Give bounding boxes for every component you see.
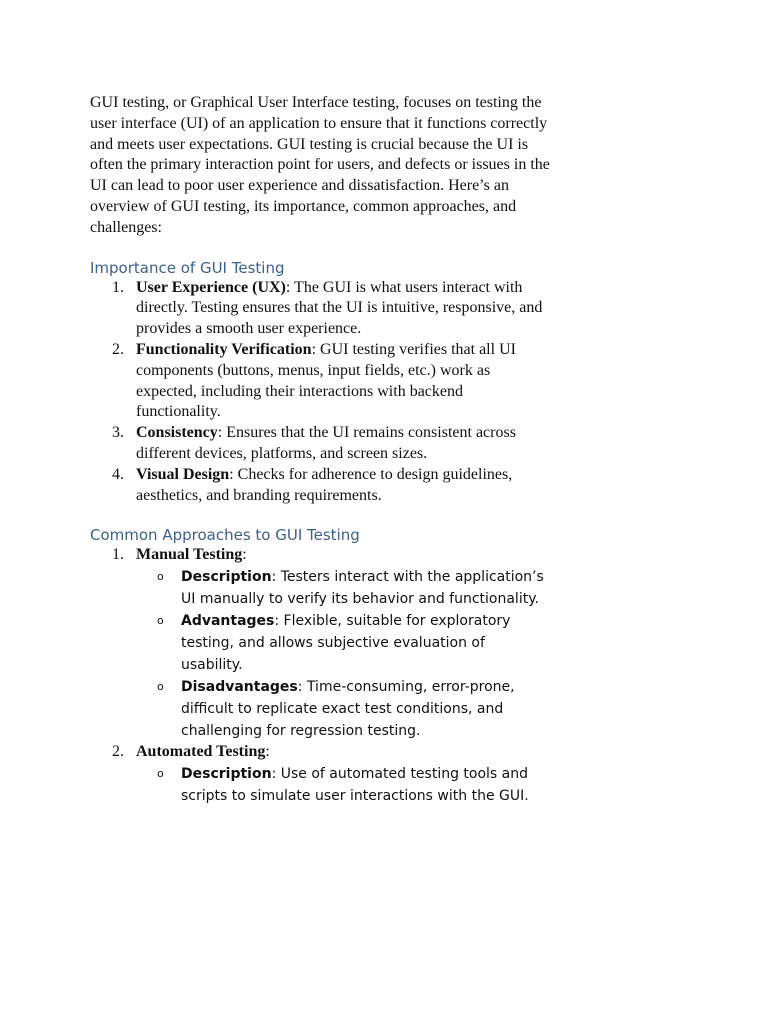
- importance-list: [90, 278, 550, 507]
- sub-item-term: Description: [181, 569, 272, 586]
- document-content: [90, 93, 550, 807]
- list-number: 2.: [112, 743, 124, 761]
- sub-item-term: Disadvantages: [181, 679, 298, 696]
- list-item: [90, 278, 550, 340]
- sub-list-item: [136, 610, 546, 676]
- sub-list-item: [136, 676, 546, 742]
- list-item-text: : GUI testing verifies that all UI components (buttons, menus, input fields, etc.) work as expected, including their interactions with backend functionality.: [136, 340, 516, 421]
- list-item-term: Consistency: [136, 424, 218, 442]
- list-item-text: : Checks for adherence to design guidelines, aesthetics, and branding requirements.: [136, 465, 513, 504]
- bullet-icon: o: [157, 680, 164, 694]
- list-item: [90, 423, 550, 465]
- list-number: 4.: [112, 465, 124, 483]
- list-item-text: :: [265, 743, 270, 761]
- list-number: 1.: [112, 278, 124, 296]
- sub-list-item: [136, 566, 546, 610]
- list-item: [90, 545, 550, 742]
- list-item-term: Automated Testing: [136, 743, 266, 761]
- sub-item-text: : Flexible, suitable for exploratory testing, and allows subjective evaluation of usability.: [181, 613, 511, 674]
- list-item-term: Functionality Verification: [136, 340, 312, 358]
- list-item-term: User Experience (UX): [136, 278, 286, 296]
- approaches-list: [90, 545, 550, 807]
- list-number: 1.: [112, 546, 124, 564]
- list-item-text: : Ensures that the UI remains consistent across different devices, platforms, and screen sizes.: [136, 424, 516, 462]
- manual-testing-sublist: [136, 566, 550, 742]
- sub-list-item: [136, 763, 546, 807]
- bullet-icon: o: [157, 570, 164, 584]
- bullet-icon: o: [157, 766, 164, 780]
- sub-item-text: : Use of automated testing tools and scripts to simulate user interactions with the GUI.: [181, 765, 529, 804]
- intro-paragraph: GUI testing, or Graphical User Interface testing, focuses on testing the user interface (UI) of an application to ensure that it functions correctly and meets user expectations. GUI testing is crucial because the UI is often the primary interaction point for users, and defects or issues in the UI can lead to poor user experience and dissatisfaction. Here’s an overview of GUI testing, its importance, common approaches, and challenges:: [90, 94, 550, 236]
- list-item: [90, 742, 550, 807]
- bullet-icon: o: [157, 614, 164, 628]
- list-item: [90, 340, 550, 423]
- sub-item-term: Description: [181, 765, 272, 782]
- approaches-heading: Common Approaches to GUI Testing: [90, 526, 360, 545]
- sub-item-text: : Testers interact with the application’s UI manually to verify its behavior and functionality.: [181, 569, 544, 608]
- sub-item-text: : Time-consuming, error-prone, difficult to replicate exact test conditions, and challenging for regression testing.: [181, 679, 515, 740]
- list-number: 3.: [112, 424, 124, 442]
- list-number: 2.: [112, 340, 124, 358]
- list-item: [90, 465, 550, 507]
- importance-heading: Importance of GUI Testing: [90, 258, 285, 277]
- list-item-term: Visual Design: [136, 465, 230, 483]
- list-item-term: Manual Testing: [136, 546, 243, 564]
- list-item-text: :: [242, 546, 247, 564]
- list-item-text: : The GUI is what users interact with directly. Testing ensures that the UI is intuitive, responsive, and provides a smooth user experience.: [136, 278, 543, 338]
- automated-testing-sublist: [136, 763, 550, 807]
- sub-item-term: Advantages: [181, 613, 275, 630]
